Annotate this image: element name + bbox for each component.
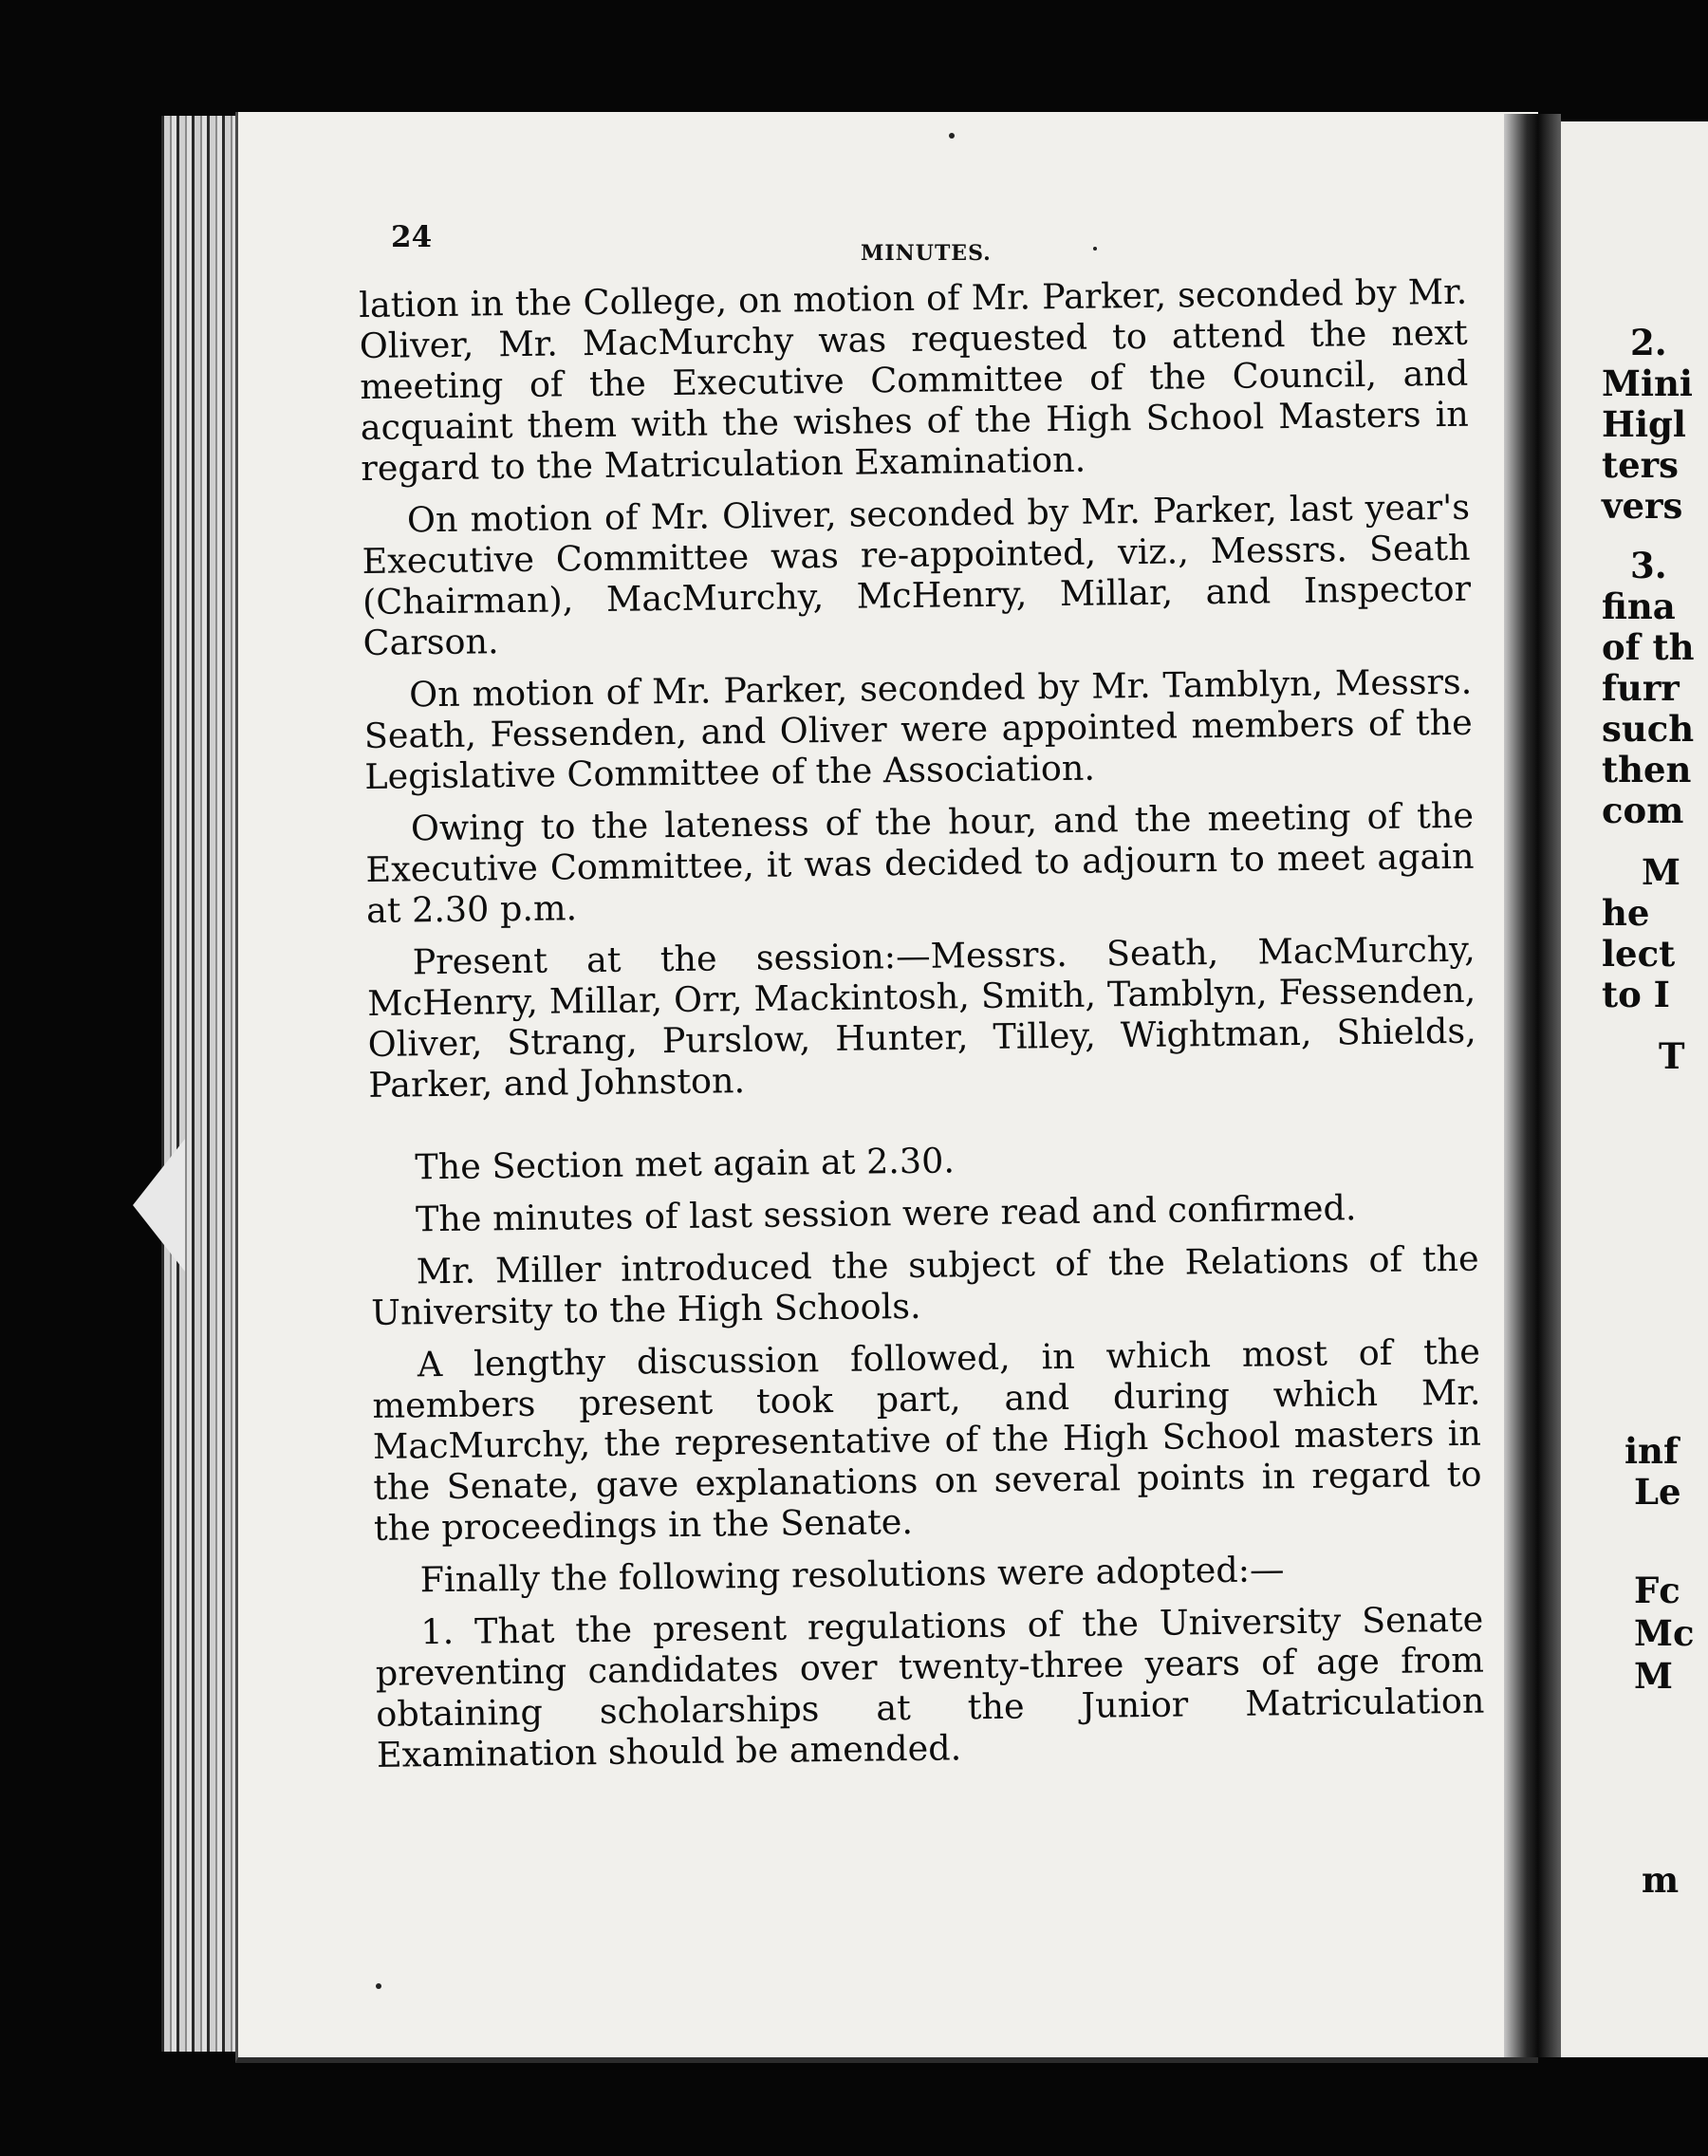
right-fragment: Higl xyxy=(1602,403,1686,445)
right-fragment: Mc xyxy=(1634,1612,1695,1654)
right-fragment: com xyxy=(1602,790,1684,831)
right-fragment: T xyxy=(1659,1035,1685,1077)
minutes-body xyxy=(359,271,1485,1787)
right-fragment: 2. xyxy=(1630,322,1667,363)
running-head: MINUTES. xyxy=(861,241,992,266)
right-fragment: Le xyxy=(1634,1471,1681,1513)
right-fragment: furr xyxy=(1602,667,1680,709)
right-fragment: inf xyxy=(1624,1430,1679,1472)
speck xyxy=(949,133,955,139)
paragraph: Present at the session:—Messrs. Seath, MacMurchy, McHenry, Millar, Orr, Mackintosh, Smith, Tamblyn, Fessenden, Oliver, Strang, Purslow, Hunter, Tilley, Wightman, Shields, Parker, and Johnston. xyxy=(366,928,1476,1106)
paragraph: The minutes of last session were read and confirmed. xyxy=(415,1187,1357,1240)
right-fragment: fina xyxy=(1602,585,1676,627)
paragraph: Finally the following resolutions were adopted:— xyxy=(419,1549,1285,1601)
right-fragment: Fc xyxy=(1634,1570,1680,1611)
right-fragment: vers xyxy=(1602,485,1683,527)
paragraph: 1. That the present regulations of the University Senate preventing candidates over twenty-three years of age from obtaining scholarships at the Junior Matriculation Examination should be amended. xyxy=(375,1598,1485,1775)
speck xyxy=(1093,247,1097,251)
right-fragment: ters xyxy=(1602,444,1679,486)
page-number: 24 xyxy=(391,220,433,254)
right-fragment: lect xyxy=(1602,933,1676,975)
right-fragment: he xyxy=(1602,892,1650,934)
right-fragment: of th xyxy=(1602,626,1695,668)
right-fragment: such xyxy=(1602,708,1695,750)
right-fragment: then xyxy=(1602,749,1692,790)
right-fragment: Mini xyxy=(1602,362,1693,404)
paragraph: On motion of Mr. Parker, seconded by Mr. Tamblyn, Messrs. Seath, Fessenden, and Oliver were appointed members of the Legislative Committee of the Association. xyxy=(363,660,1473,797)
right-fragment: m xyxy=(1642,1859,1680,1901)
bookmark-tab xyxy=(133,1139,185,1272)
paragraph: The Section met again at 2.30. xyxy=(415,1140,956,1188)
right-fragment: 3. xyxy=(1630,545,1667,586)
right-fragment: M xyxy=(1634,1655,1673,1697)
book-gutter xyxy=(1504,114,1561,2057)
paragraph: Mr. Miller introduced the subject of the Relations of the University to the High Schools. xyxy=(370,1237,1479,1333)
paragraph: A lengthy discussion followed, in which most of the members present took part, and during which Mr. MacMurchy, the representative of the High School masters in the Senate, gave explanations on several points in regard to the proceedings in the Senate. xyxy=(372,1330,1482,1549)
page-header xyxy=(391,220,1416,268)
right-fragment: M xyxy=(1642,851,1680,893)
speck xyxy=(376,1983,381,1989)
paragraph: Owing to the lateness of the hour, and the meeting of the Executive Committee, it was decided to adjourn to meet again at 2.30 p.m. xyxy=(365,794,1475,931)
paragraph: lation in the College, on motion of Mr. Parker, seconded by Mr. Oliver, Mr. MacMurchy was requested to attend the next meeting of the Executive Committee of the Council, and acquaint them with the wishes of the High School Masters in regard to the Matriculation Examination. xyxy=(359,270,1470,489)
paragraph: On motion of Mr. Oliver, seconded by Mr. Parker, last year's Executive Committee was re-appointed, viz., Messrs. Seath (Chairman), MacMurchy, McHenry, Millar, and Inspector Carson. xyxy=(362,486,1472,663)
right-fragment: to I xyxy=(1602,974,1670,1015)
